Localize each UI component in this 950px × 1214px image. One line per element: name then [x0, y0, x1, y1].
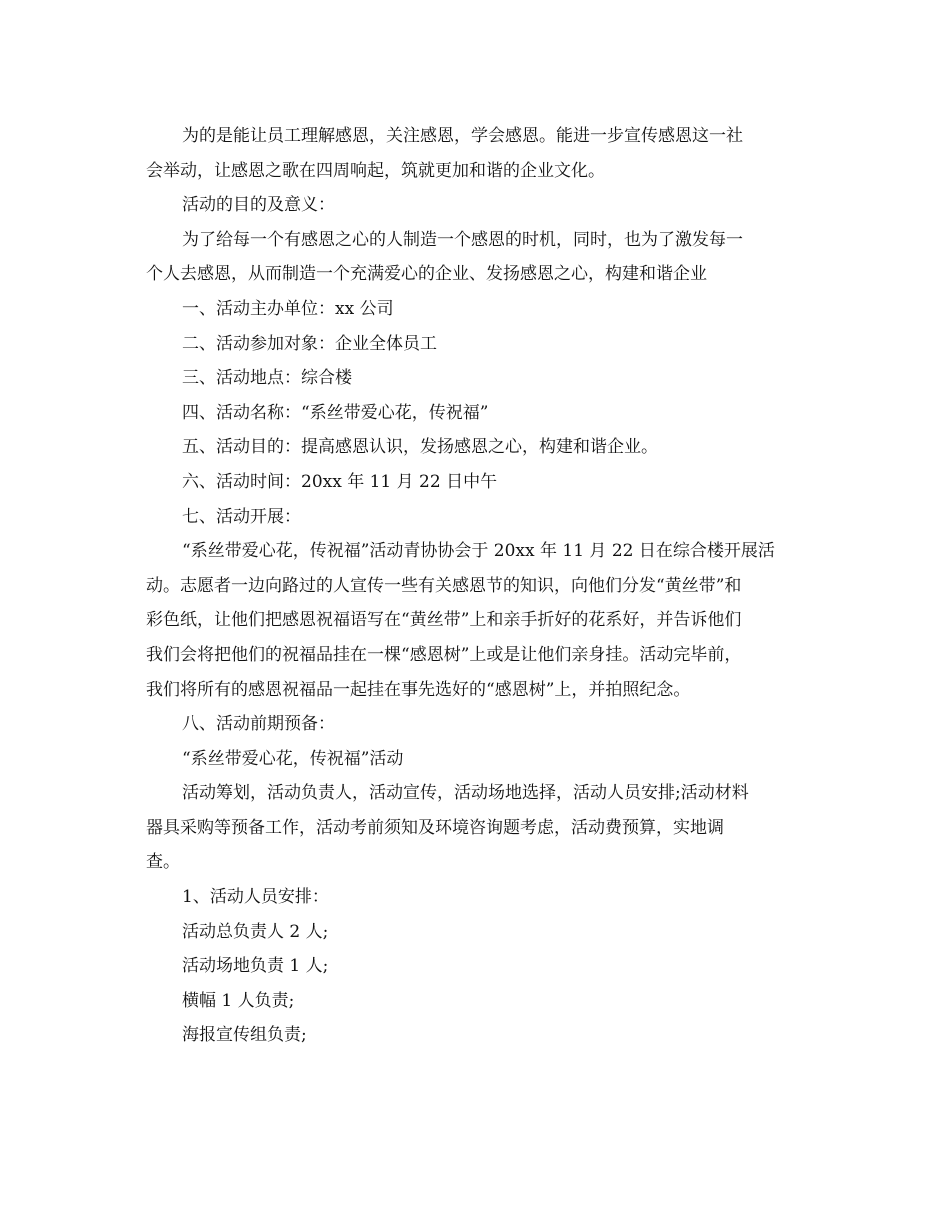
document-body	[146, 119, 810, 1053]
list-item	[146, 361, 810, 396]
text-line: 六、活动时间：20xx 年 11 月 22 日中午	[182, 471, 498, 492]
list-item	[146, 396, 810, 431]
list-item	[146, 707, 810, 742]
list-item	[146, 1018, 810, 1053]
list-item	[146, 430, 810, 465]
text-line: 五、活动目的：提高感恩认识，发扬感恩之心，构建和谐企业。	[182, 437, 658, 458]
list-item	[146, 292, 810, 327]
text-line: 活动总负责人 2 人;	[182, 921, 329, 942]
paragraph	[146, 742, 810, 777]
text-line: 个人去感恩，从而制造一个充满爱心的企业、发扬感恩之心，构建和谐企业	[146, 264, 707, 285]
text-line: 查。	[146, 852, 180, 873]
section-heading: 八、活动前期预备：	[182, 714, 335, 735]
text-line: “系丝带爱心花，传祝福”活动	[182, 748, 404, 769]
list-item	[146, 327, 810, 362]
paragraph	[146, 223, 810, 292]
text-line: 彩色纸，让他们把感恩祝福语写在“黄丝带”上和亲手折好的花系好，并告诉他们	[146, 610, 742, 631]
section-heading: 活动的目的及意义：	[182, 195, 335, 216]
list-item	[146, 915, 810, 950]
text-line: 活动筹划，活动负责人，活动宣传，活动场地选择，活动人员安排;活动材料	[182, 783, 749, 804]
text-line: 横幅 1 人负责;	[182, 990, 295, 1011]
list-item	[146, 465, 810, 500]
list-item	[146, 949, 810, 984]
list-item	[146, 880, 810, 915]
text-line: 二、活动参加对象：企业全体员工	[182, 333, 437, 354]
text-line: 会举动，让感恩之歌在四周响起，筑就更加和谐的企业文化。	[146, 160, 605, 181]
text-line: 活动场地负责 1 人;	[182, 956, 329, 977]
paragraph	[146, 119, 810, 188]
text-line: 动。志愿者一边向路过的人宣传一些有关感恩节的知识，向他们分发“黄丝带”和	[146, 575, 742, 596]
paragraph	[146, 534, 810, 707]
text-line: 为的是能让员工理解感恩，关注感恩，学会感恩。能进一步宣传感恩这一社	[182, 126, 743, 146]
text-line: “系丝带爱心花，传祝福”活动青协协会于 20xx 年 11 月 22 日在综合楼开展活	[182, 541, 775, 562]
section-heading: 七、活动开展：	[182, 506, 301, 527]
text-line: 一、活动主办单位：xx 公司	[182, 298, 394, 319]
text-line: 我们将所有的感恩祝福品一起挂在事先选好的“感恩树”上，并拍照纪念。	[146, 679, 691, 700]
paragraph	[146, 188, 810, 223]
text-line: 四、活动名称：“系丝带爱心花，传祝福”	[182, 402, 489, 423]
section-heading: 1、活动人员安排：	[182, 887, 329, 908]
list-item	[146, 984, 810, 1019]
text-line: 海报宣传组负责;	[182, 1025, 307, 1046]
text-line: 我们会将把他们的祝福品挂在一棵“感恩树”上或是让他们亲身挂。活动完毕前，	[146, 644, 742, 665]
text-line: 为了给每一个有感恩之心的人制造一个感恩的时机，同时，也为了激发每一	[182, 229, 743, 250]
text-line: 器具采购等预备工作，活动考前须知及环境咨询题考虑，活动费预算，实地调	[146, 817, 724, 838]
text-line: 三、活动地点：综合楼	[182, 368, 352, 389]
paragraph	[146, 776, 810, 880]
list-item	[146, 500, 810, 535]
